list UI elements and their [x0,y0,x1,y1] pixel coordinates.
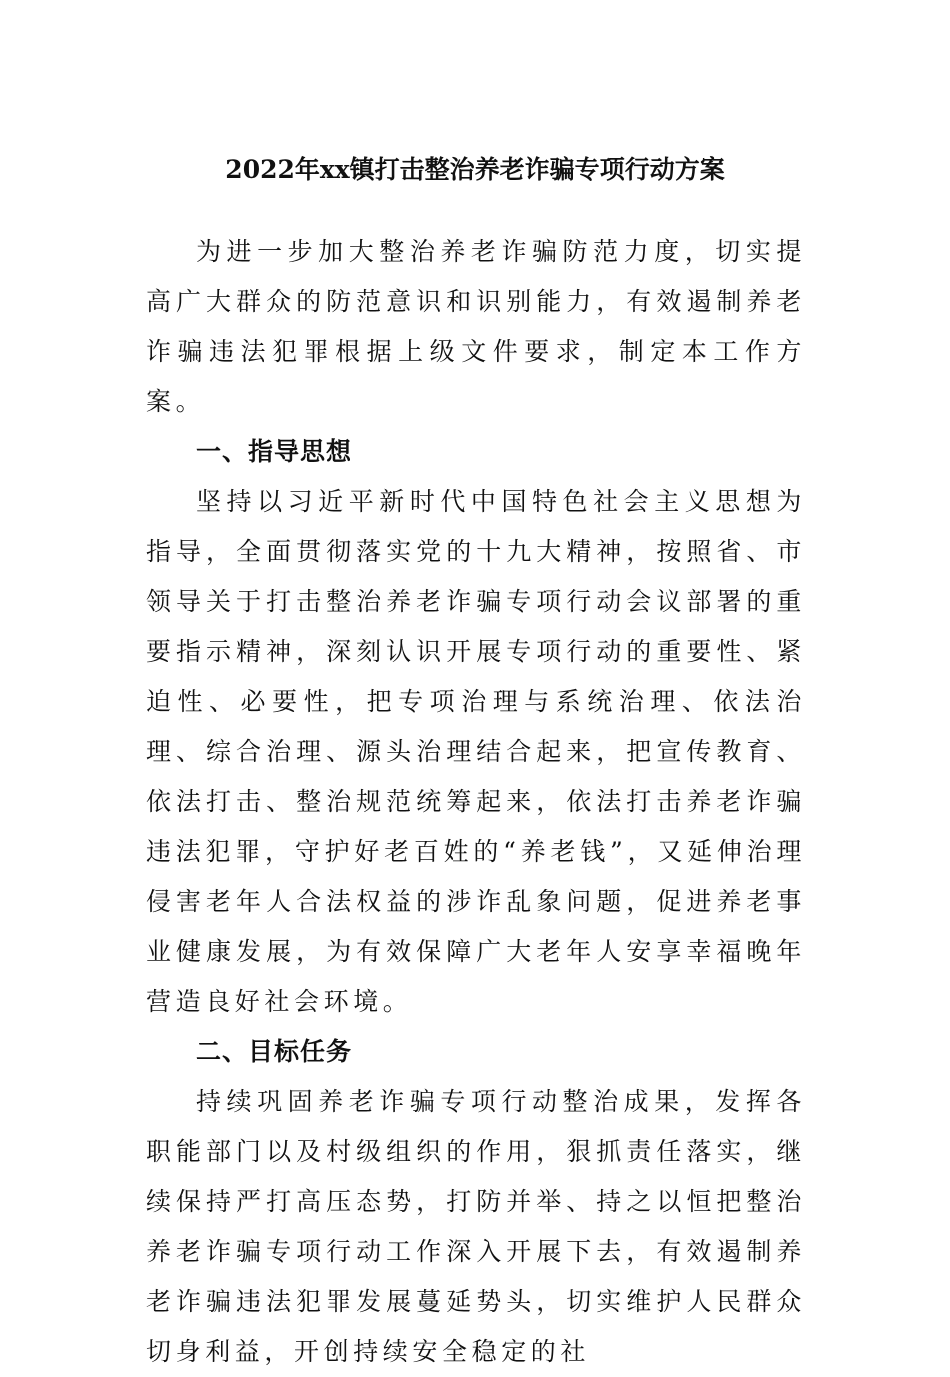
section-heading-objectives: 二、目标任务 [196,1037,353,1066]
section-paragraph-objectives: 持续巩固养老诈骗专项行动整治成果，发挥各职能部门以及村级组织的作用，狠抓责任落实，继续保持严打高压态势，打防并举、持之以恒把整治养老诈骗专项行动工作深入开展下去，有效遏制养老诈骗违法犯罪发展蔓延势头，切实维护人民群众切身利益，开创持续安全稳定的社 [146,1087,806,1366]
document-title: 2022年xx镇打击整治养老诈骗专项行动方案 [225,155,725,184]
document-body [146,227,806,1377]
section-paragraph-guiding-ideology: 坚持以习近平新时代中国特色社会主义思想为指导，全面贯彻落实党的十九大精神，按照省、市领导关于打击整治养老诈骗专项行动会议部署的重要指示精神，深刻认识开展专项行动的重要性、紧迫性、必要性，把专项治理与系统治理、依法治理、综合治理、源头治理结合起来，把宣传教育、依法打击、整治规范统筹起来，依法打击养老诈骗违法犯罪，守护好老百姓的“养老钱”，又延伸治理侵害老年人合法权益的涉诈乱象问题，促进养老事业健康发展，为有效保障广大老年人安享幸福晚年营造良好社会环境。 [146,487,806,1016]
intro-paragraph: 为进一步加大整治养老诈骗防范力度，切实提高广大群众的防范意识和识别能力，有效遏制养老诈骗违法犯罪根据上级文件要求，制定本工作方案。 [146,237,806,416]
section-heading-guiding-ideology: 一、指导思想 [196,437,353,466]
